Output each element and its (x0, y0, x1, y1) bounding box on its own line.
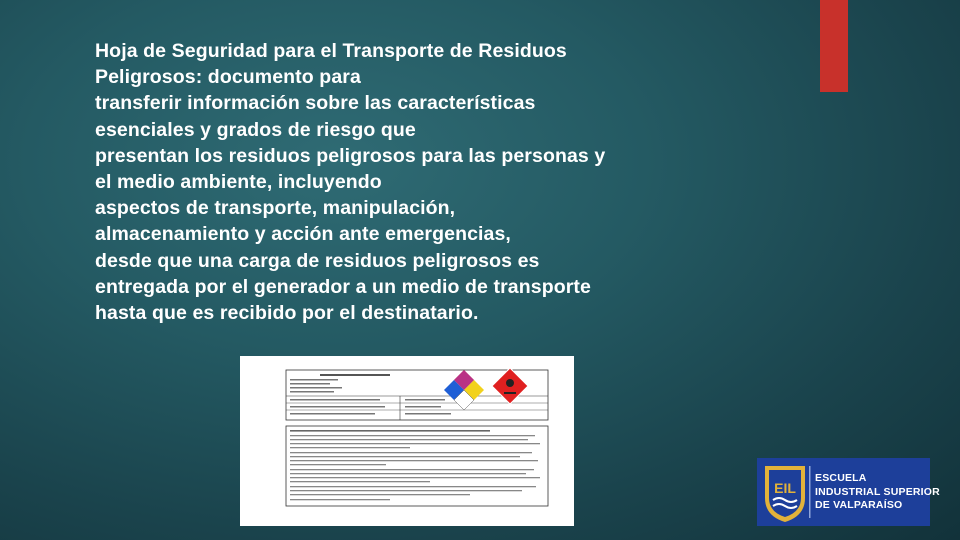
body-line: presentan los residuos peligrosos para las personas y (95, 144, 606, 167)
logo-line-1: ESCUELA (815, 472, 867, 484)
logo-line-3: DE VALPARAÍSO (815, 499, 903, 511)
body-line: Hoja de Seguridad para el Transporte de Residuos (95, 40, 567, 62)
body-line: entregada por el generador a un medio de transporte (95, 275, 591, 298)
logo-line-2: INDUSTRIAL SUPERIOR (815, 485, 940, 498)
body-line: el medio ambiente, incluyendo (95, 171, 382, 194)
body-line: desde que una carga de residuos peligrosos es (95, 249, 540, 272)
body-line: Peligrosos: documento para (95, 66, 361, 89)
body-text (95, 38, 755, 326)
school-logo (757, 458, 940, 526)
accent-bar (820, 0, 848, 92)
emblem-letters: EIL (774, 480, 796, 496)
safety-sheet-drawing (240, 356, 574, 526)
body-line: transferir información sobre las características (95, 92, 536, 115)
body-line: aspectos de transporte, manipulación, (95, 197, 456, 220)
body-line: almacenamiento y acción ante emergencias, (95, 223, 511, 246)
body-line: esenciales y grados de riesgo que (95, 118, 416, 141)
logo-text (815, 472, 940, 513)
safety-sheet-image (240, 356, 574, 526)
body-line: hasta que es recibido por el destinatario. (95, 302, 479, 325)
